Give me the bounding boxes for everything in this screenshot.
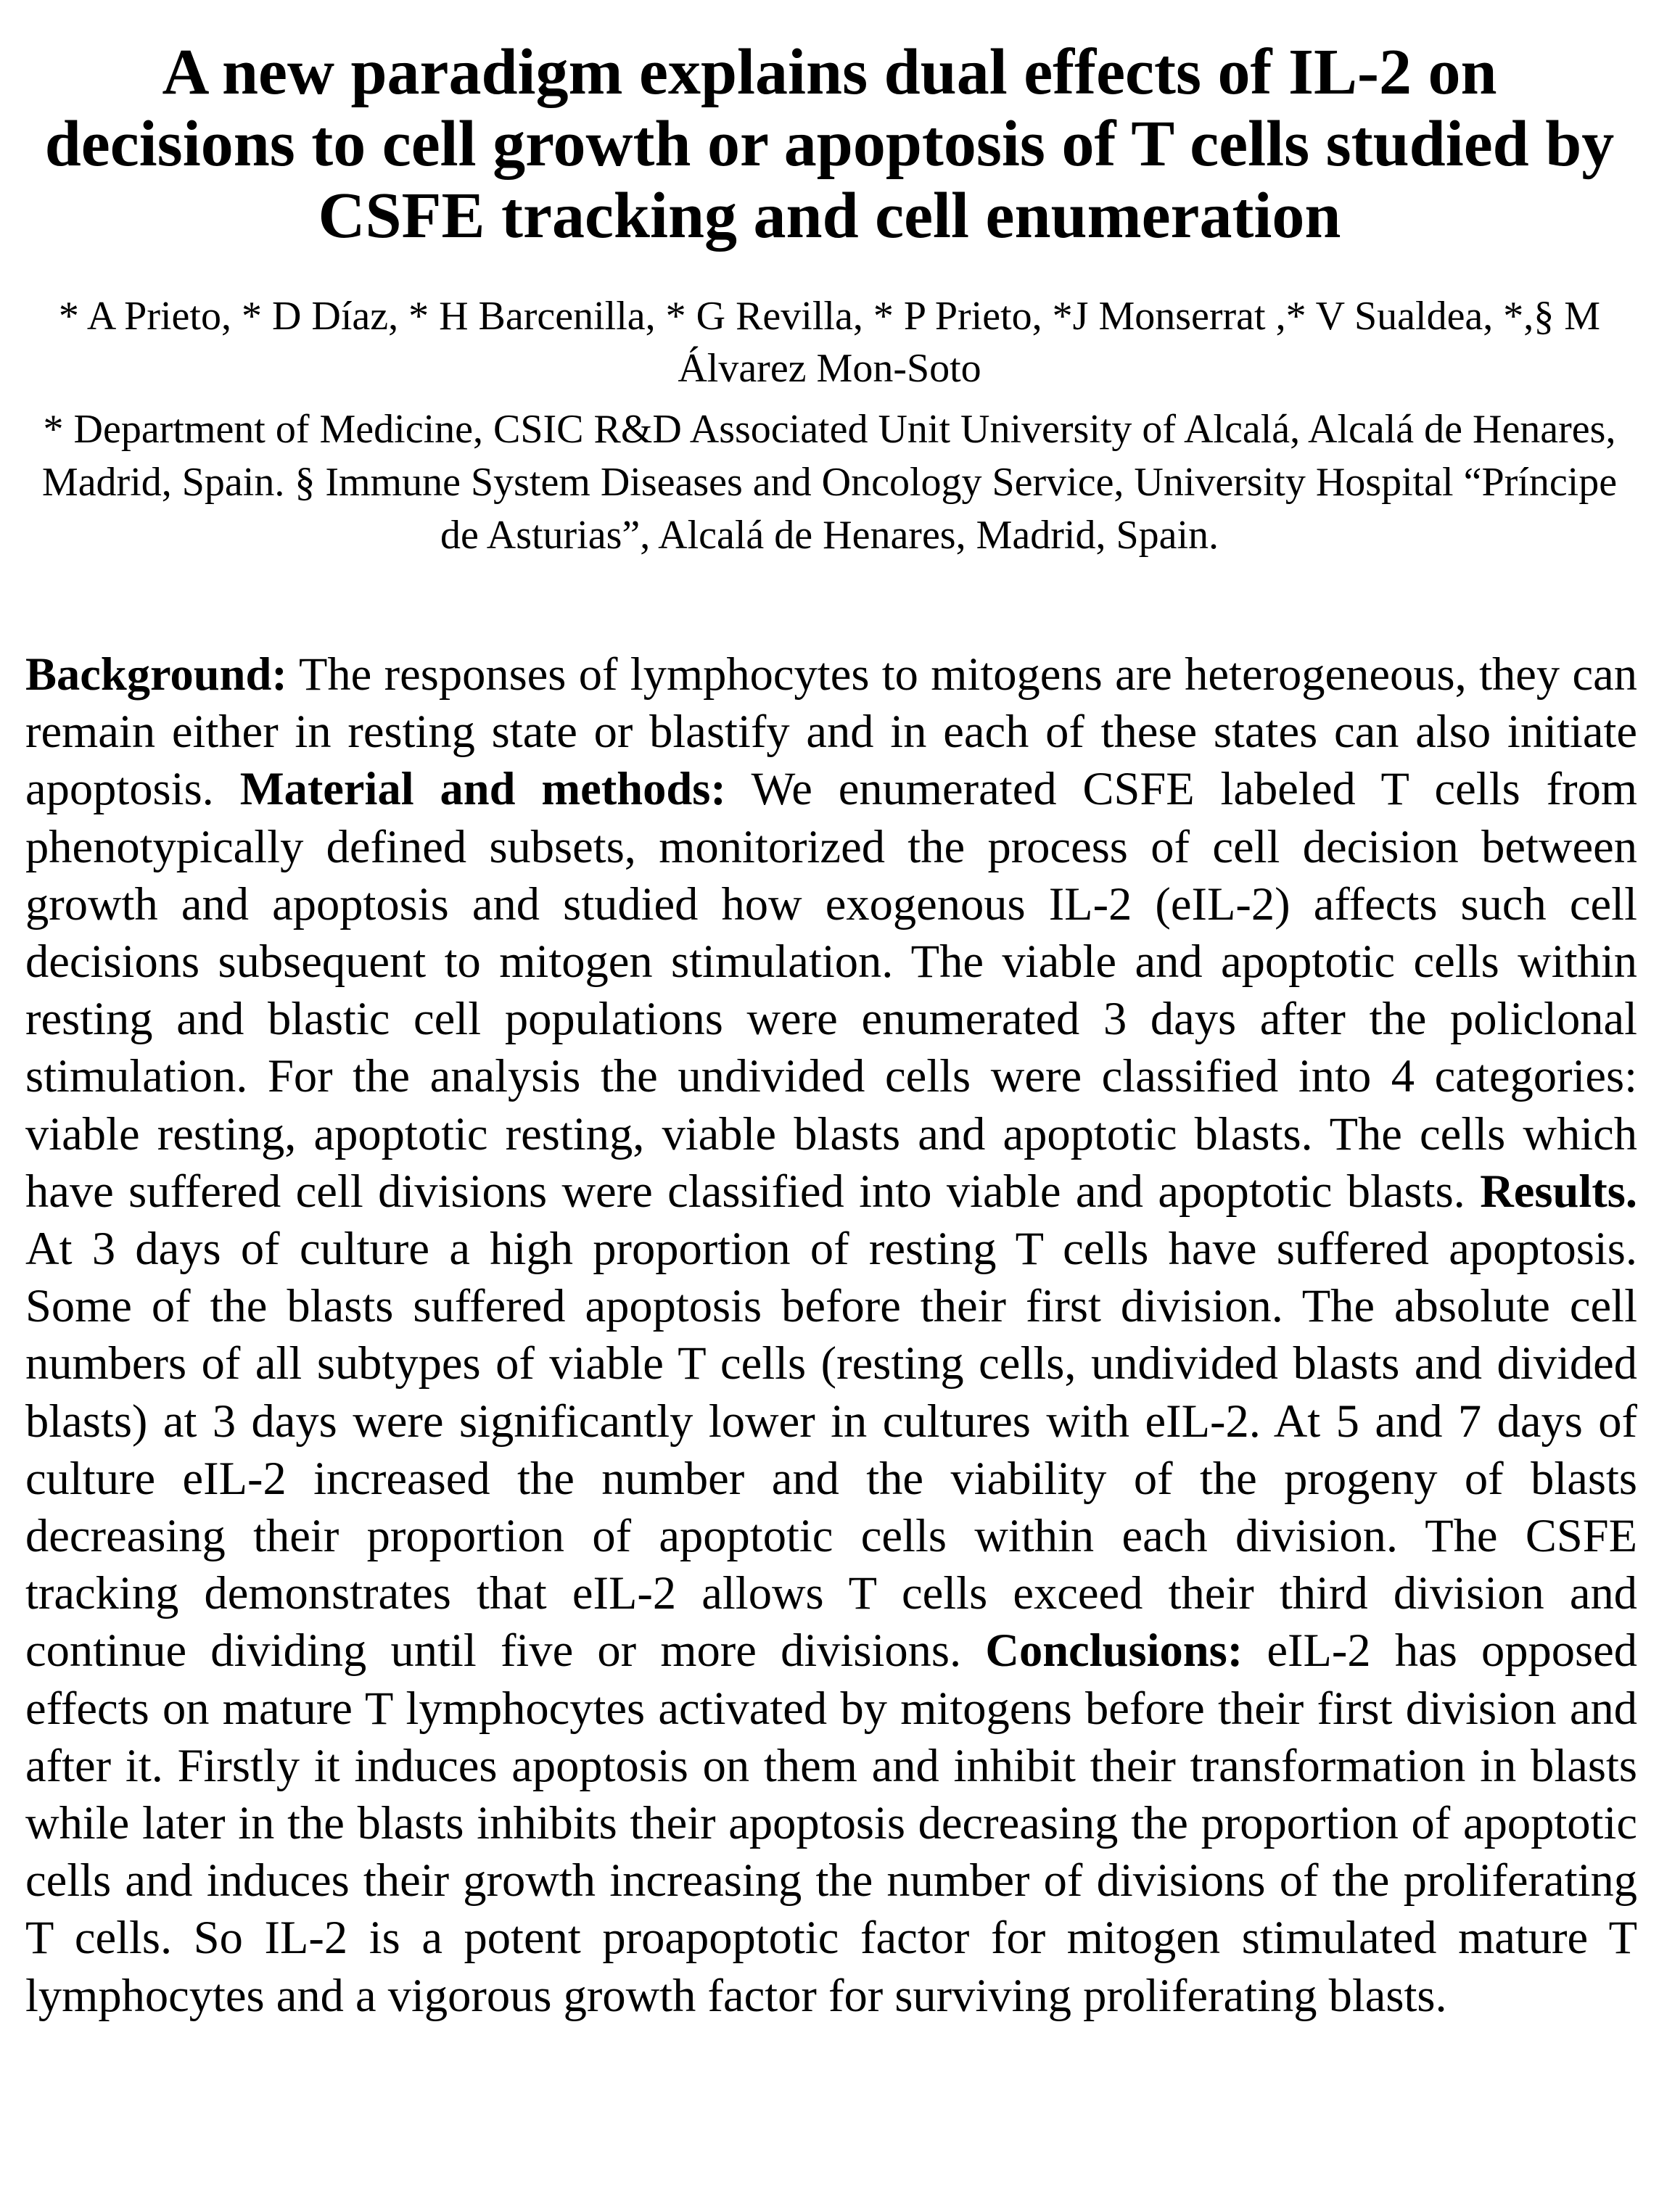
author-affiliations: * Department of Medicine, CSIC R&D Associated Unit University of Alcalá, Alcalá de Henares, Madrid, Spain. § Immune System Diseases and Oncology Service, University Hospital “Príncipe de Asturias”, Alcalá de Henares, Madrid, Spain. — [41, 407, 1618, 558]
methods-heading: Material and methods: — [239, 763, 726, 815]
background-heading: Background: — [25, 648, 287, 700]
results-heading: Results. — [1480, 1165, 1638, 1217]
background-text: The responses of lymphocytes to mitogens are heterogeneous, they can remain either in resting state or blastify and in each of these states can also initiate apoptosis. — [25, 648, 1637, 815]
methods-text: We enumerated CSFE labeled T cells from phenotypically defined subsets, monitorized the process of cell decision between growth and apoptosis and studied how exogenous IL-2 (eIL-2) affects such cell decisions subsequent to mitogen stimulation. The viable and apoptotic cells within resting and blastic cell populations were enumerated 3 days after the policlonal stimulation. For the analysis the undivided cells were classified into 4 categories: viable resting, apoptotic resting, viable blasts and apoptotic blasts. The cells which have suffered cell divisions were classified into viable and apoptotic blasts. — [25, 763, 1638, 1217]
results-text: At 3 days of culture a high proportion of resting T cells have suffered apoptosis. Some of the blasts suffered apoptosis before their first division. The absolute cell numbers of all subtypes of viable T cells (resting cells, undivided blasts and divided blasts) at 3 days were significantly lower in cultures with eIL-2. At 5 and 7 days of culture eIL-2 increased the number and the viability of the progeny of blasts decreasing their proportion of apoptotic cells within each division. The CSFE tracking demonstrates that eIL-2 allows T cells exceed their third division and continue dividing until five or more divisions. — [25, 1223, 1637, 1677]
abstract-body — [25, 645, 1637, 2024]
author-list: * A Prieto, * D Díaz, * H Barcenilla, * G Revilla, * P Prieto, *J Monserrat ,* V Sualdea, *,§ M Álvarez Mon-Soto — [58, 294, 1601, 391]
paper-title: A new paradigm explains dual effects of IL-2 on decisions to cell growth or apoptosis of T cells studied by CSFE tracking and cell enumeration — [44, 36, 1615, 252]
conclusions-heading: Conclusions: — [985, 1625, 1243, 1677]
conclusions-text: eIL-2 has opposed effects on mature T lymphocytes activated by mitogens before their first division and after it. Firstly it induces apoptosis on them and inhibit their transformation in blasts while later in the blasts inhibits their apoptosis decreasing the proportion of apoptotic cells and induces their growth increasing the number of divisions of the proliferating T cells. So IL-2 is a potent proapoptotic factor for mitogen stimulated mature T lymphocytes and a vigorous growth factor for surviving proliferating blasts. — [25, 1625, 1638, 2021]
